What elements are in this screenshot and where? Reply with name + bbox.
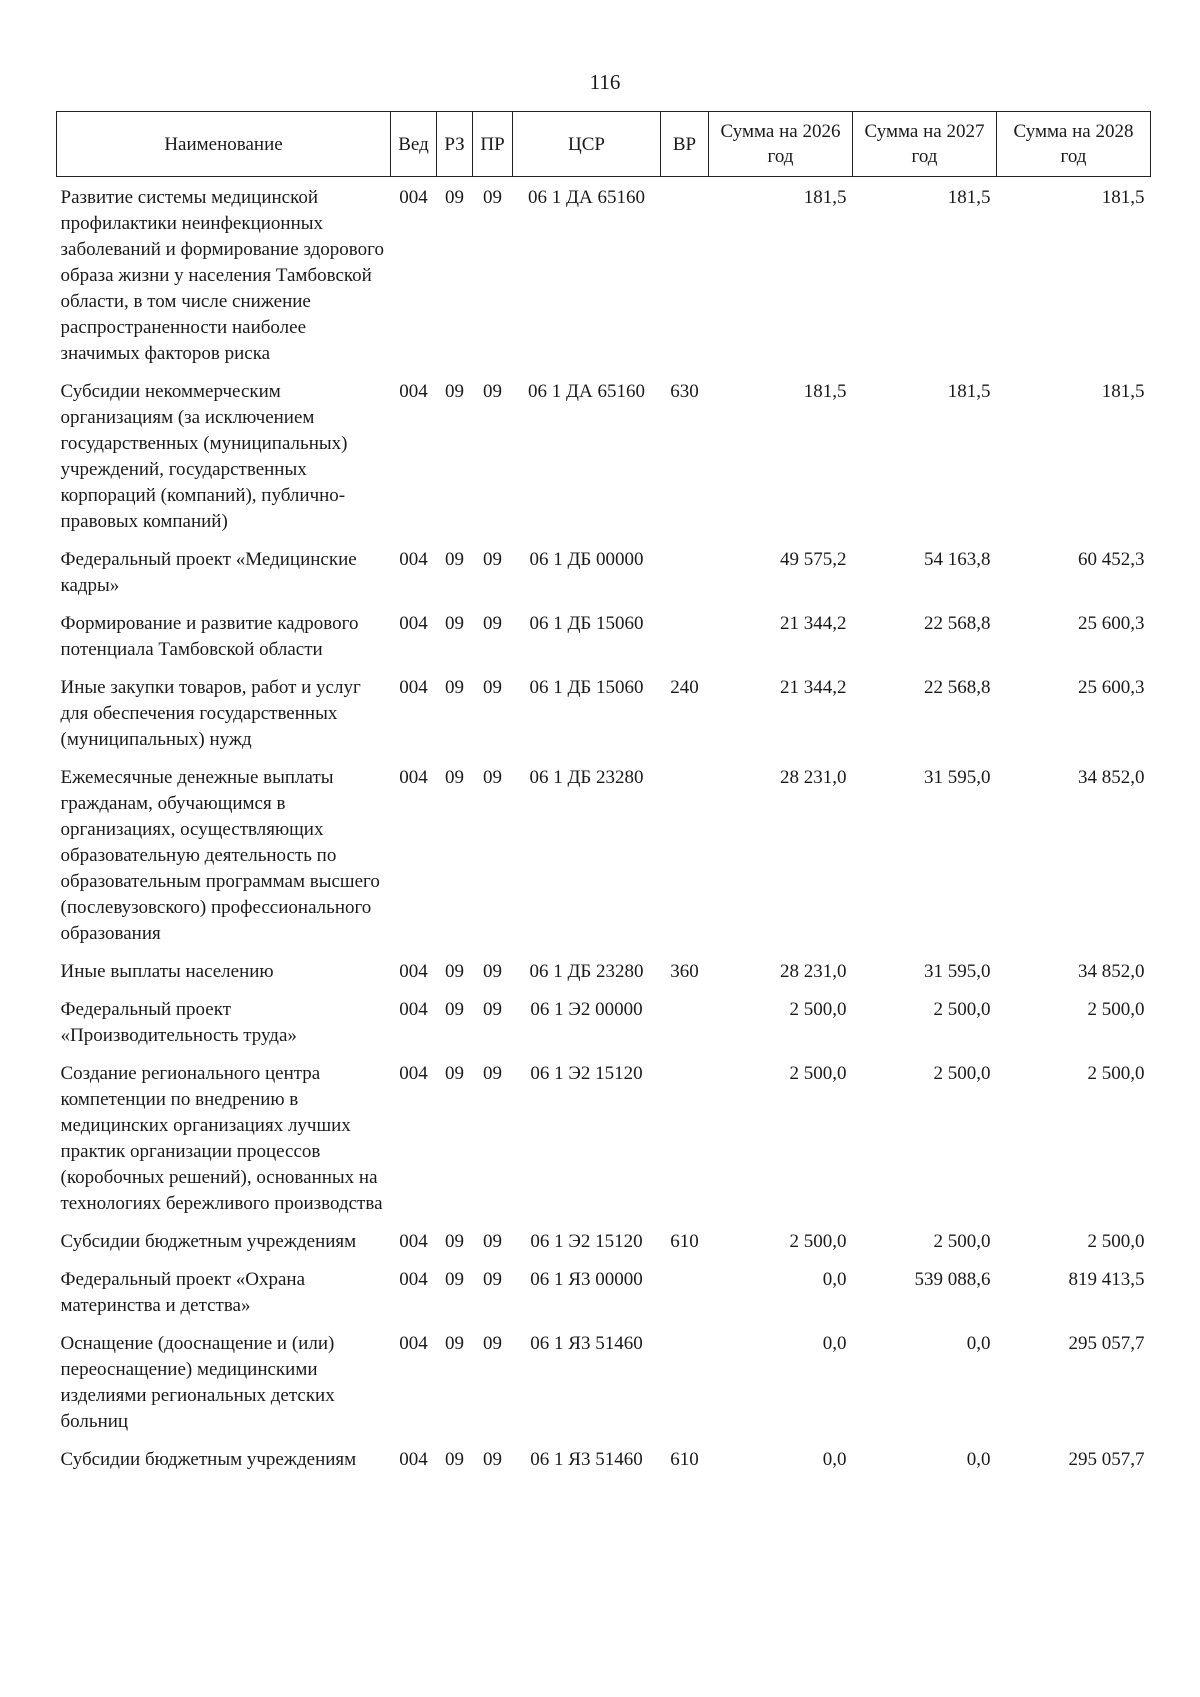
header-vr: ВР <box>661 112 709 177</box>
cell-vr <box>661 1053 709 1221</box>
cell-sum-2028: 819 413,5 <box>1068 1269 1145 1290</box>
cell-name: Создание регионального центра компетенции по внедрению в медицинских организациях лучших практик организации процессов (коробочных решений), основанных на технологиях бережливого производства <box>60 1063 383 1214</box>
cell-sum-2028: 181,5 <box>1101 381 1145 402</box>
cell-sum-2028: 25 600,3 <box>1078 613 1145 634</box>
header-ved: Вед <box>391 112 437 177</box>
cell-vr <box>661 989 709 1053</box>
cell-ved: 004 <box>399 1231 428 1252</box>
table-row <box>57 371 1151 539</box>
cell-pr: 09 <box>483 961 502 982</box>
cell-csr: 06 1 Э2 15120 <box>530 1231 643 1252</box>
cell-rz: 09 <box>445 381 464 402</box>
cell-vr: 630 <box>670 381 699 402</box>
cell-sum-2027: 31 595,0 <box>924 961 991 982</box>
table-row <box>57 539 1151 603</box>
cell-sum-2027: 31 595,0 <box>924 767 991 788</box>
cell-vr <box>661 1259 709 1323</box>
table-row <box>57 1259 1151 1323</box>
cell-csr: 06 1 ДБ 15060 <box>529 677 644 698</box>
budget-table <box>56 111 1151 1477</box>
cell-rz: 09 <box>445 767 464 788</box>
cell-ved: 004 <box>399 999 428 1020</box>
cell-sum-2026: 0,0 <box>822 1449 847 1470</box>
cell-pr: 09 <box>483 767 502 788</box>
cell-sum-2026: 49 575,2 <box>780 549 847 570</box>
cell-sum-2027: 22 568,8 <box>924 613 991 634</box>
header-pr: ПР <box>473 112 513 177</box>
cell-sum-2028: 2 500,0 <box>1087 999 1145 1020</box>
cell-csr: 06 1 Э2 15120 <box>530 1063 643 1084</box>
table-row <box>57 177 1151 372</box>
cell-rz: 09 <box>445 1449 464 1470</box>
cell-sum-2026: 2 500,0 <box>789 1063 847 1084</box>
cell-name: Федеральный проект «Производительность труда» <box>60 999 297 1046</box>
table-row <box>57 951 1151 989</box>
header-rz: РЗ <box>437 112 473 177</box>
header-sum-2028: Сумма на 2028 год <box>997 112 1151 177</box>
cell-ved: 004 <box>399 613 428 634</box>
cell-ved: 004 <box>399 549 428 570</box>
cell-name: Формирование и развитие кадрового потенциала Тамбовской области <box>60 613 359 660</box>
cell-name: Субсидии бюджетным учреждениям <box>60 1449 357 1470</box>
cell-rz: 09 <box>445 613 464 634</box>
cell-sum-2026: 181,5 <box>803 381 847 402</box>
header-csr: ЦСР <box>513 112 661 177</box>
cell-name: Субсидии некоммерческим организациям (за исключением государственных (муниципальных) учреждений, государственных корпораций (компаний), публично-правовых компаний) <box>60 381 348 532</box>
table-row <box>57 757 1151 951</box>
cell-sum-2026: 21 344,2 <box>780 677 847 698</box>
cell-rz: 09 <box>445 549 464 570</box>
cell-pr: 09 <box>483 613 502 634</box>
cell-csr: 06 1 ДБ 00000 <box>529 549 644 570</box>
cell-vr <box>661 757 709 951</box>
cell-pr: 09 <box>483 1333 502 1354</box>
cell-ved: 004 <box>399 1449 428 1470</box>
cell-vr <box>661 539 709 603</box>
cell-pr: 09 <box>483 187 502 208</box>
cell-sum-2026: 0,0 <box>822 1269 847 1290</box>
cell-rz: 09 <box>445 187 464 208</box>
cell-rz: 09 <box>445 961 464 982</box>
cell-sum-2027: 181,5 <box>947 187 991 208</box>
header-name: Наименование <box>57 112 391 177</box>
cell-csr: 06 1 ДБ 23280 <box>529 961 644 982</box>
cell-vr: 360 <box>670 961 699 982</box>
cell-ved: 004 <box>399 767 428 788</box>
cell-vr <box>661 1323 709 1439</box>
cell-rz: 09 <box>445 1333 464 1354</box>
cell-pr: 09 <box>483 1269 502 1290</box>
cell-sum-2026: 2 500,0 <box>789 999 847 1020</box>
cell-name: Иные закупки товаров, работ и услуг для обеспечения государственных (муниципальных) нужд <box>60 677 361 750</box>
cell-pr: 09 <box>483 1063 502 1084</box>
cell-rz: 09 <box>445 677 464 698</box>
cell-csr: 06 1 ДБ 23280 <box>529 767 644 788</box>
table-row <box>57 1053 1151 1221</box>
cell-sum-2027: 0,0 <box>966 1333 991 1354</box>
cell-ved: 004 <box>399 1333 428 1354</box>
table-body <box>57 177 1151 1478</box>
cell-vr: 240 <box>670 677 699 698</box>
cell-pr: 09 <box>483 1231 502 1252</box>
cell-sum-2028: 295 057,7 <box>1068 1333 1145 1354</box>
cell-sum-2027: 2 500,0 <box>933 1231 991 1252</box>
cell-sum-2026: 2 500,0 <box>789 1231 847 1252</box>
cell-vr <box>661 177 709 372</box>
cell-csr: 06 1 Я3 51460 <box>530 1333 643 1354</box>
cell-pr: 09 <box>483 381 502 402</box>
header-sum-2027: Сумма на 2027 год <box>853 112 997 177</box>
table-row <box>57 603 1151 667</box>
cell-pr: 09 <box>483 999 502 1020</box>
cell-csr: 06 1 Э2 00000 <box>530 999 643 1020</box>
cell-sum-2027: 0,0 <box>966 1449 991 1470</box>
cell-vr <box>661 603 709 667</box>
cell-ved: 004 <box>399 1063 428 1084</box>
table-row <box>57 1439 1151 1477</box>
cell-sum-2028: 34 852,0 <box>1078 767 1145 788</box>
cell-name: Субсидии бюджетным учреждениям <box>60 1231 357 1252</box>
cell-ved: 004 <box>399 187 428 208</box>
cell-name: Ежемесячные денежные выплаты гражданам, обучающимся в организациях, осуществляющих образовательную деятельность по образовательным программам высшего (послевузовского) профессионального образования <box>60 767 380 944</box>
cell-rz: 09 <box>445 1269 464 1290</box>
header-sum-2026: Сумма на 2026 год <box>709 112 853 177</box>
cell-rz: 09 <box>445 1063 464 1084</box>
cell-sum-2026: 28 231,0 <box>780 961 847 982</box>
table-row <box>57 1323 1151 1439</box>
cell-name: Федеральный проект «Охрана материнства и детства» <box>60 1269 306 1316</box>
cell-sum-2028: 2 500,0 <box>1087 1063 1145 1084</box>
cell-rz: 09 <box>445 999 464 1020</box>
cell-sum-2026: 21 344,2 <box>780 613 847 634</box>
cell-csr: 06 1 ДБ 15060 <box>529 613 644 634</box>
cell-name: Оснащение (дооснащение и (или) переоснащение) медицинскими изделиями региональных детских больниц <box>60 1333 335 1432</box>
cell-sum-2028: 295 057,7 <box>1068 1449 1145 1470</box>
cell-name: Федеральный проект «Медицинские кадры» <box>60 549 357 596</box>
cell-ved: 004 <box>399 1269 428 1290</box>
cell-sum-2026: 0,0 <box>822 1333 847 1354</box>
cell-ved: 004 <box>399 677 428 698</box>
cell-rz: 09 <box>445 1231 464 1252</box>
cell-ved: 004 <box>399 381 428 402</box>
table-row <box>57 989 1151 1053</box>
cell-sum-2027: 539 088,6 <box>914 1269 991 1290</box>
cell-sum-2028: 34 852,0 <box>1078 961 1145 982</box>
cell-sum-2026: 28 231,0 <box>780 767 847 788</box>
table-row <box>57 667 1151 757</box>
cell-name: Иные выплаты населению <box>60 961 274 982</box>
table-header <box>57 112 1151 177</box>
cell-pr: 09 <box>483 677 502 698</box>
header-row <box>57 112 1151 177</box>
cell-ved: 004 <box>399 961 428 982</box>
cell-sum-2027: 181,5 <box>947 381 991 402</box>
cell-sum-2028: 181,5 <box>1101 187 1145 208</box>
cell-sum-2028: 60 452,3 <box>1078 549 1145 570</box>
cell-csr: 06 1 Я3 51460 <box>530 1449 643 1470</box>
cell-csr: 06 1 ДА 65160 <box>528 381 645 402</box>
cell-sum-2026: 181,5 <box>803 187 847 208</box>
cell-pr: 09 <box>483 549 502 570</box>
cell-sum-2028: 2 500,0 <box>1087 1231 1145 1252</box>
cell-pr: 09 <box>483 1449 502 1470</box>
cell-csr: 06 1 ДА 65160 <box>528 187 645 208</box>
cell-sum-2028: 25 600,3 <box>1078 677 1145 698</box>
cell-vr: 610 <box>670 1449 699 1470</box>
cell-sum-2027: 22 568,8 <box>924 677 991 698</box>
cell-vr: 610 <box>670 1231 699 1252</box>
table-row <box>57 1221 1151 1259</box>
cell-csr: 06 1 Я3 00000 <box>530 1269 643 1290</box>
cell-sum-2027: 2 500,0 <box>933 1063 991 1084</box>
page-number: 116 <box>589 70 621 94</box>
cell-sum-2027: 54 163,8 <box>924 549 991 570</box>
cell-name: Развитие системы медицинской профилактики неинфекционных заболеваний и формирование здорового образа жизни у населения Тамбовской области, в том числе снижение распространенности наиболее значимых факторов риска <box>60 187 384 364</box>
cell-sum-2027: 2 500,0 <box>933 999 991 1020</box>
